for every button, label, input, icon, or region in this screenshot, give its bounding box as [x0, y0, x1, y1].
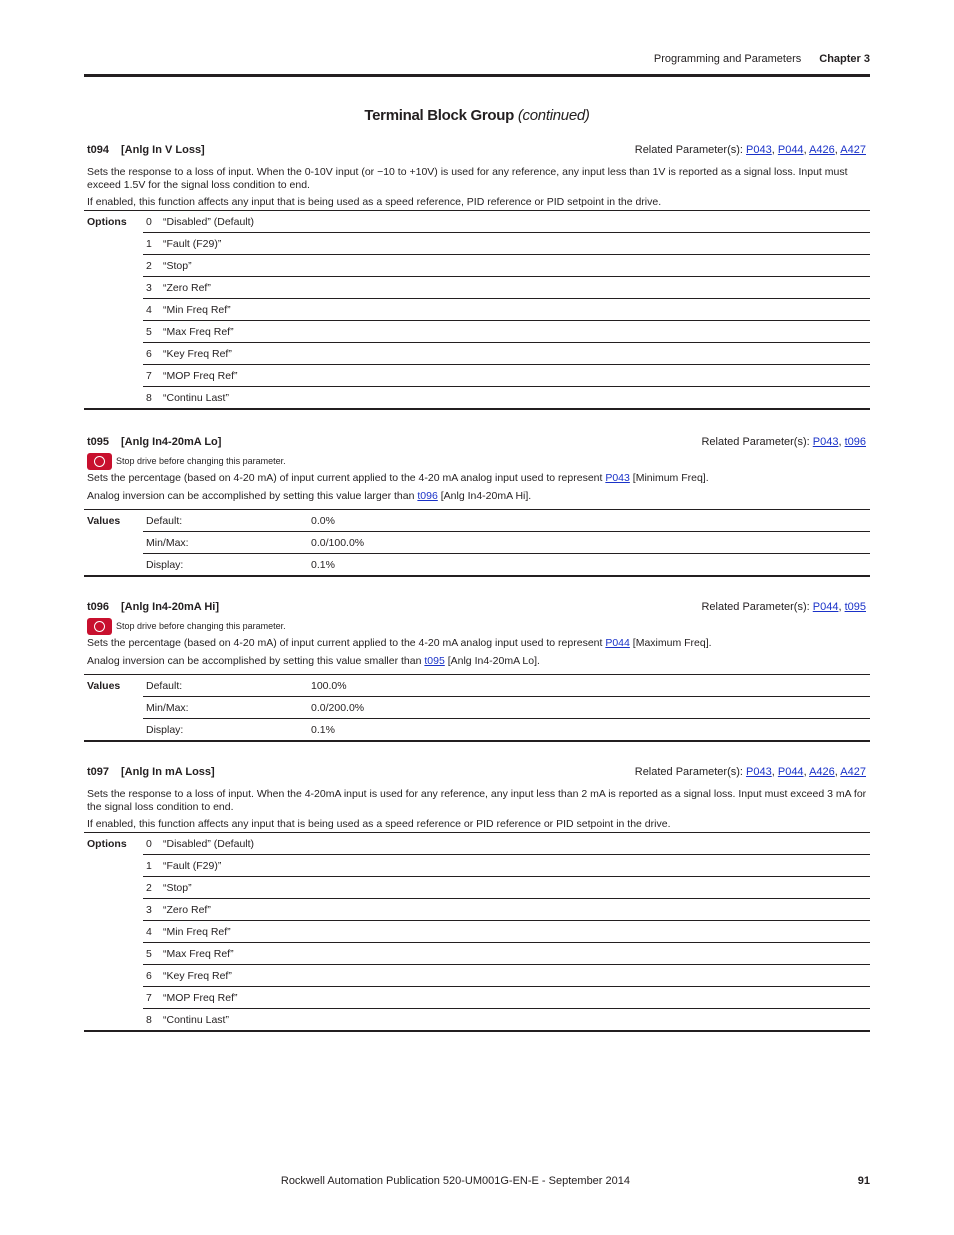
options-table — [84, 210, 870, 410]
param-id: t097 — [87, 766, 110, 778]
header-section: Programming and Parameters — [653, 53, 802, 65]
option-text: “Max Freq Ref” — [163, 943, 870, 965]
link-a426[interactable]: A426 — [809, 766, 835, 778]
page-header — [84, 53, 870, 73]
param-description — [87, 637, 870, 650]
param-name: [Anlg In4-20mA Hi] — [121, 601, 219, 613]
header-chapter: Chapter 3 — [819, 53, 870, 65]
value-key: Min/Max: — [143, 532, 311, 554]
desc-text: [Anlg In4-20mA Lo]. — [444, 655, 540, 667]
link-t096[interactable]: t096 — [844, 436, 866, 448]
desc-text: Analog inversion can be accomplished by setting this value smaller than — [87, 655, 425, 667]
desc-text: [Minimum Freq]. — [629, 472, 709, 484]
param-description-2 — [87, 655, 870, 668]
option-text: “Stop” — [163, 877, 870, 899]
option-text: “MOP Freq Ref” — [163, 365, 870, 387]
desc-text: [Anlg In4-20mA Hi]. — [437, 490, 532, 502]
param-description-2 — [87, 490, 870, 503]
values-table — [84, 509, 870, 577]
link-t096[interactable]: t096 — [417, 490, 438, 502]
desc-text: Sets the percentage (based on 4-20 mA) of input current applied to the 4-20 mA analog input used to represent — [87, 637, 606, 649]
stop-note-text: Stop drive before changing this parameter. — [116, 456, 286, 466]
param-id: t094 — [87, 144, 110, 156]
header-right — [654, 53, 870, 65]
param-heading — [84, 601, 870, 617]
value-val: 0.1% — [311, 554, 870, 577]
param-heading — [84, 144, 870, 160]
option-num: 7 — [143, 365, 163, 387]
related-params: Related Parameter(s): P043, P044, A426, A427 — [634, 144, 866, 156]
header-rule — [84, 74, 870, 77]
desc-text: Sets the percentage (based on 4-20 mA) of input current applied to the 4-20 mA analog input used to represent — [87, 472, 606, 484]
link-p044[interactable]: P044 — [777, 766, 804, 778]
option-text: “Min Freq Ref” — [163, 921, 870, 943]
param-heading — [84, 436, 870, 452]
link-p044[interactable]: P044 — [777, 144, 804, 156]
option-text: “MOP Freq Ref” — [163, 987, 870, 1009]
option-num: 5 — [143, 321, 163, 343]
desc-text: [Maximum Freq]. — [629, 637, 712, 649]
option-num: 2 — [143, 877, 163, 899]
link-p043[interactable]: P043 — [746, 144, 772, 156]
param-heading — [84, 766, 870, 782]
link-t095[interactable]: t095 — [424, 655, 445, 667]
link-p044[interactable]: P044 — [605, 637, 630, 649]
option-num: 8 — [143, 1009, 163, 1032]
option-num: 8 — [143, 387, 163, 410]
param-id: t096 — [87, 601, 110, 613]
option-num: 4 — [143, 299, 163, 321]
option-text: “Zero Ref” — [163, 899, 870, 921]
related-label: Related Parameter(s): — [634, 144, 743, 156]
option-text: “Fault (F29)” — [163, 233, 870, 255]
link-a426[interactable]: A426 — [809, 144, 835, 156]
values-table — [84, 674, 870, 742]
link-t095[interactable]: t095 — [844, 601, 866, 613]
option-num: 0 — [146, 215, 152, 228]
stop-icon — [87, 453, 112, 470]
table-label: Options — [87, 837, 127, 850]
option-text: “Disabled” (Default) — [163, 215, 255, 228]
option-num: 0 — [146, 837, 152, 850]
related-label: Related Parameter(s): — [701, 601, 810, 613]
value-key: Display: — [143, 554, 311, 577]
param-t095 — [84, 436, 870, 577]
related-label: Related Parameter(s): — [634, 766, 743, 778]
param-description-2: If enabled, this function affects any input that is being used as a speed reference, PID reference or PID setpoint in the drive. — [87, 196, 662, 208]
param-description — [87, 472, 870, 485]
options-table — [84, 832, 870, 1032]
option-num: 4 — [143, 921, 163, 943]
table-label: Values — [87, 679, 121, 692]
link-a427[interactable]: A427 — [840, 144, 866, 156]
option-num: 3 — [143, 899, 163, 921]
param-id: t095 — [87, 436, 110, 448]
value-val: 0.0/200.0% — [311, 697, 870, 719]
link-a427[interactable]: A427 — [840, 766, 866, 778]
value-val: 0.0/100.0% — [311, 532, 870, 554]
param-name: [Anlg In4-20mA Lo] — [121, 436, 222, 448]
option-num: 1 — [143, 855, 163, 877]
stop-note — [87, 617, 870, 635]
param-t094 — [84, 144, 870, 410]
param-description: Sets the response to a loss of input. When the 4-20mA input is used for any reference, any input less than 2 mA is reported as a signal loss. Input must exceed 3 mA for the signal loss condition to end. — [87, 788, 867, 813]
option-text: “Disabled” (Default) — [163, 837, 255, 850]
page-title — [0, 107, 954, 124]
related-label: Related Parameter(s): — [701, 436, 810, 448]
option-num: 6 — [143, 343, 163, 365]
option-text: “Continu Last” — [163, 387, 870, 410]
option-text: “Min Freq Ref” — [163, 299, 870, 321]
value-key: Default: — [146, 679, 183, 692]
value-key: Default: — [146, 514, 183, 527]
option-text: “Fault (F29)” — [163, 855, 870, 877]
link-p043[interactable]: P043 — [605, 472, 630, 484]
table-label: Values — [87, 514, 121, 527]
link-p043[interactable]: P043 — [812, 436, 839, 448]
related-params: Related Parameter(s): P044, t095 — [701, 601, 866, 613]
option-text: “Key Freq Ref” — [163, 965, 870, 987]
option-num: 2 — [143, 255, 163, 277]
link-p044[interactable]: P044 — [812, 601, 839, 613]
option-num: 1 — [143, 233, 163, 255]
desc-text: Analog inversion can be accomplished by setting this value larger than — [87, 490, 418, 502]
param-t096 — [84, 601, 870, 742]
option-num: 6 — [143, 965, 163, 987]
stop-note-text: Stop drive before changing this parameter. — [116, 621, 286, 631]
stop-icon — [87, 618, 112, 635]
page-number: 91 — [857, 1175, 870, 1187]
stop-note — [87, 452, 870, 470]
param-name: [Anlg In V Loss] — [121, 144, 205, 156]
value-key: Min/Max: — [143, 697, 311, 719]
publication-info: Rockwell Automation Publication 520-UM001G-EN-E - September 2014 — [280, 1175, 630, 1187]
value-val: 0.1% — [311, 719, 870, 742]
title-main: Terminal Block Group — [364, 107, 514, 124]
param-description: Sets the response to a loss of input. When the 0-10V input (or −10 to +10V) is used for any reference, any input less than 1V is reported as a signal loss. Input must exceed 1.5V for the signal loss condition to end. — [87, 166, 848, 191]
value-val: 100.0% — [311, 679, 347, 692]
related-params: Related Parameter(s): P043, t096 — [701, 436, 866, 448]
related-params: Related Parameter(s): P043, P044, A426, A427 — [634, 766, 866, 778]
option-num: 5 — [143, 943, 163, 965]
param-t097 — [84, 766, 870, 1032]
option-text: “Key Freq Ref” — [163, 343, 870, 365]
value-val: 0.0% — [311, 514, 335, 527]
option-text: “Continu Last” — [163, 1009, 870, 1032]
param-description-2: If enabled, this function affects any input that is being used as a speed reference or PID reference or PID setpoint in the drive. — [87, 818, 671, 830]
option-num: 3 — [143, 277, 163, 299]
link-p043[interactable]: P043 — [746, 766, 772, 778]
table-label: Options — [87, 215, 127, 228]
option-num: 7 — [143, 987, 163, 1009]
param-name: [Anlg In mA Loss] — [121, 766, 215, 778]
title-suffix: (continued) — [517, 107, 590, 124]
value-key: Display: — [143, 719, 311, 742]
option-text: “Zero Ref” — [163, 277, 870, 299]
option-text: “Max Freq Ref” — [163, 321, 870, 343]
option-text: “Stop” — [163, 255, 870, 277]
